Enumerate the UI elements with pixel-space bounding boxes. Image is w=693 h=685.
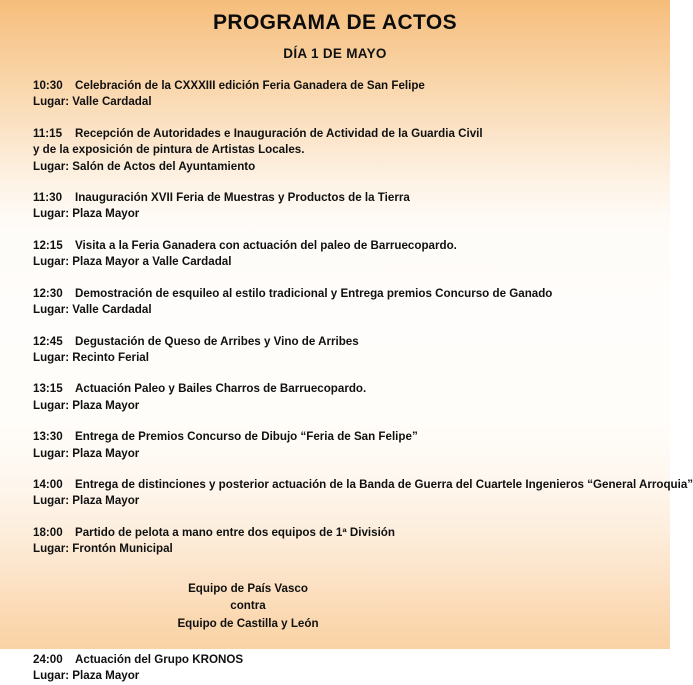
match-home-team: Equipo de País Vasco (188, 581, 308, 595)
event-location: Lugar: Plaza Mayor (33, 446, 140, 460)
event-location: Lugar: Salón de Actos del Ayuntamiento (33, 159, 256, 173)
match-versus-label: contra (230, 599, 266, 613)
event-description: Visita a la Feria Ganadera con actuación del paleo de Barruecopardo. (75, 238, 457, 252)
event-location: Lugar: Plaza Mayor (33, 207, 140, 221)
schedule-entry (33, 126, 660, 175)
event-headline (33, 78, 660, 94)
event-description: Recepción de Autoridades e Inauguración de Actividad de la Guardia Civil (75, 126, 483, 140)
event-location: Lugar: Valle Cardadal (33, 303, 152, 317)
event-time: 11:15 (33, 126, 63, 140)
event-description: Celebración de la CXXXIII edición Feria Ganadera de San Felipe (75, 79, 425, 93)
page-title: PROGRAMA DE ACTOS (212, 11, 458, 34)
event-time: 13:15 (33, 382, 63, 396)
event-description: Actuación Paleo y Bailes Charros de Barruecopardo. (75, 382, 367, 396)
event-description: Degustación de Queso de Arribes y Vino de Arribes (75, 334, 359, 348)
event-description: Actuación del Grupo KRONOS (75, 653, 244, 667)
event-time: 12:15 (33, 238, 63, 252)
event-description: Entrega de Premios Concurso de Dibujo “Feria de San Felipe” (75, 430, 418, 444)
event-location: Lugar: Plaza Mayor a Valle Cardadal (33, 255, 232, 269)
event-time: 11:30 (33, 191, 63, 205)
event-description: Entrega de distinciones y posterior actuación de la Banda de Guerra del Cuartele Ingenieros “General Arroquia” (75, 477, 693, 491)
event-time: 14:00 (33, 477, 63, 491)
event-time: 12:30 (33, 286, 63, 300)
event-headline (33, 429, 660, 445)
event-location: Lugar: Frontón Municipal (33, 542, 173, 556)
event-headline (33, 238, 660, 254)
schedule-entry (33, 286, 660, 319)
schedule-entry (33, 238, 660, 271)
schedule-entry (33, 334, 660, 367)
event-headline (33, 477, 693, 493)
event-description: Partido de pelota a mano entre dos equipos de 1ª División (75, 525, 395, 539)
schedule-entry (33, 525, 660, 558)
event-headline (33, 525, 660, 541)
event-location: Lugar: Plaza Mayor (33, 398, 140, 412)
schedule-entry (33, 78, 660, 111)
event-description: Inauguración XVII Feria de Muestras y Productos de la Tierra (75, 191, 410, 205)
match-away-team: Equipo de Castilla y León (177, 616, 319, 630)
schedule-entry (33, 381, 660, 414)
event-headline (33, 334, 660, 350)
poster-header (0, 0, 670, 61)
event-location: Lugar: Plaza Mayor (33, 669, 140, 683)
match-teams-block (33, 580, 403, 633)
schedule-entry (33, 477, 693, 510)
schedule-entry (33, 429, 660, 462)
poster-subtitle: DÍA 1 DE MAYO (283, 46, 387, 62)
event-time: 18:00 (33, 525, 63, 539)
schedule-entry (33, 190, 660, 223)
schedule-list (0, 78, 693, 685)
event-headline (33, 190, 660, 206)
event-headline (33, 652, 660, 668)
event-location: Lugar: Recinto Ferial (33, 350, 149, 364)
event-location: Lugar: Valle Cardadal (33, 95, 152, 109)
event-time: 10:30 (33, 79, 63, 93)
event-time: 24:00 (33, 653, 63, 667)
event-description: Demostración de esquileo al estilo tradicional y Entrega premios Concurso de Ganado (75, 286, 553, 300)
event-description-continued: y de la exposición de pintura de Artistas Locales. (33, 143, 305, 157)
schedule-entry (33, 652, 660, 685)
event-headline (33, 286, 660, 302)
event-headline (33, 126, 660, 142)
event-time: 13:30 (33, 430, 63, 444)
event-location: Lugar: Plaza Mayor (33, 494, 140, 508)
event-time: 12:45 (33, 334, 63, 348)
event-headline (33, 381, 660, 397)
